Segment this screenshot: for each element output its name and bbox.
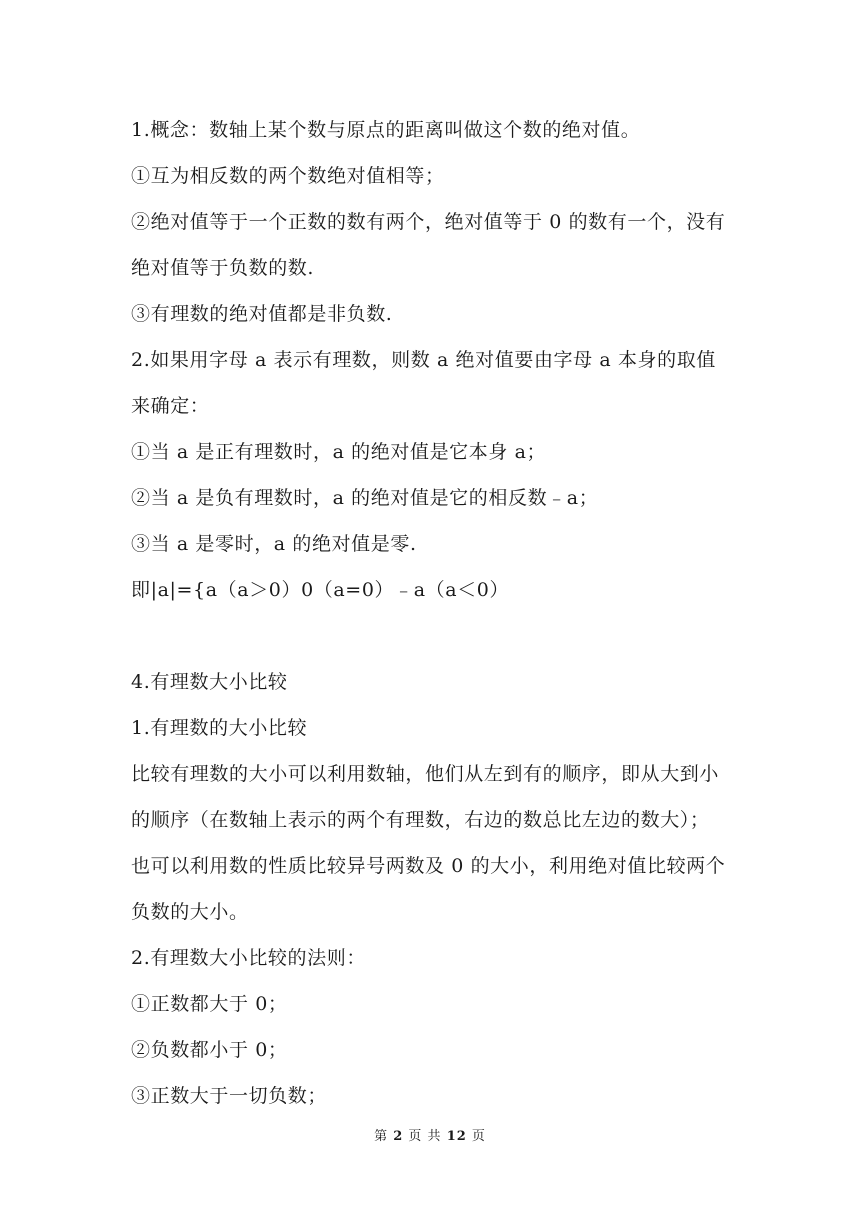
text-line: ②负数都小于 0； <box>131 1039 288 1061</box>
text-line: ③当 a 是零时，a 的绝对值是零. <box>131 533 417 555</box>
text-line: 2.有理数大小比较的法则： <box>131 947 366 969</box>
text-line: ①正数都大于 0； <box>131 993 288 1015</box>
paragraph-gap <box>131 613 731 659</box>
text-line: 来确定： <box>131 395 210 417</box>
text-line: 也可以利用数的性质比较异号两数及 0 的大小，利用绝对值比较两个 <box>131 855 726 877</box>
document-body <box>131 107 731 1119</box>
text-line: ①互为相反数的两个数绝对值相等； <box>131 165 445 187</box>
text-line: ①当 a 是正有理数时，a 的绝对值是它本身 a； <box>131 441 547 463</box>
total-page-number: 12 <box>446 1129 467 1144</box>
footer-prefix: 第 <box>374 1129 389 1144</box>
text-line: 比较有理数的大小可以利用数轴，他们从左到有的顺序，即从大到小 <box>131 763 720 785</box>
text-line: ③有理数的绝对值都是非负数. <box>131 303 393 325</box>
footer-suffix: 页 <box>471 1129 486 1144</box>
text-line: ③正数大于一切负数； <box>131 1085 328 1107</box>
text-line: 绝对值等于负数的数. <box>131 257 315 279</box>
current-page-number: 2 <box>393 1129 404 1144</box>
text-line: 即|a|={a（a＞0）0（a=0）﹣a（a＜0） <box>131 579 510 601</box>
text-line: 1.概念：数轴上某个数与原点的距离叫做这个数的绝对值。 <box>131 119 641 141</box>
section-heading: 4.有理数大小比较 <box>131 671 288 693</box>
page-footer <box>0 1127 860 1147</box>
text-line: 1.有理数的大小比较 <box>131 717 308 739</box>
text-line: ②绝对值等于一个正数的数有两个，绝对值等于 0 的数有一个，没有 <box>131 211 726 233</box>
text-line: 负数的大小。 <box>131 901 249 923</box>
footer-middle: 页 共 <box>408 1129 442 1144</box>
text-line: ②当 a 是负有理数时，a 的绝对值是它的相反数﹣a； <box>131 487 599 509</box>
text-line: 2.如果用字母 a 表示有理数，则数 a 绝对值要由字母 a 本身的取值 <box>131 349 716 371</box>
text-line: 的顺序（在数轴上表示的两个有理数，右边的数总比左边的数大）； <box>131 809 710 831</box>
